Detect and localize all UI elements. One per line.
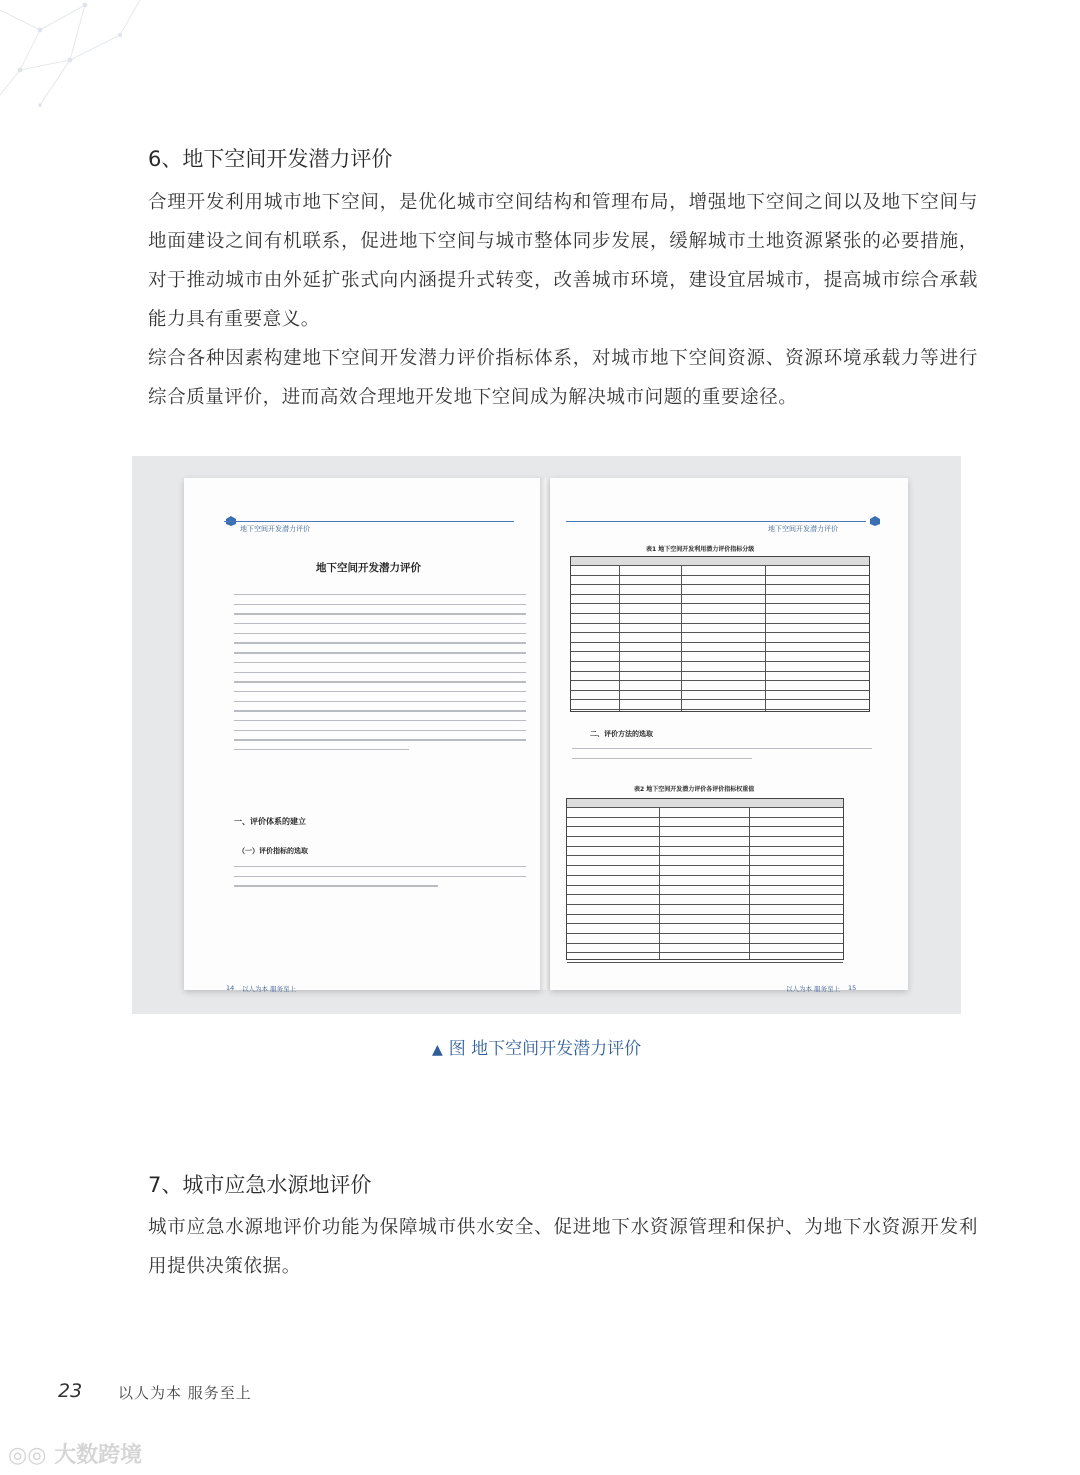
- book-left-page: [184, 478, 542, 993]
- right-page-body-text: [572, 748, 872, 767]
- section-6-title: 6、地下空间开发潜力评价: [148, 147, 393, 171]
- left-page-body-text-2: [234, 866, 526, 895]
- table-2-header-row: [567, 799, 843, 808]
- table-1-caption: 表1 地下空间开发利用潜力评价指标分级: [646, 546, 755, 553]
- right-page-slogan: 以人为本 服务至上: [786, 985, 841, 993]
- section-6-paragraph-1: 合理开发利用城市地下空间，是优化城市空间结构和管理布局，增强地下空间之间以及地下空间与地面建设之间有机联系，促进地下空间与城市整体同步发展，缓解城市土地资源紧张的必要措施，对于推动城市由外延扩张式向内涵提升式转变，改善城市环境，建设宜居城市，提高城市综合承载能力具有重要意义。: [148, 192, 978, 330]
- header-rule: [224, 521, 514, 522]
- watermark: [8, 1438, 142, 1469]
- page-number: 23: [58, 1380, 83, 1402]
- left-heading-1: 一、评价体系的建立: [234, 817, 306, 826]
- right-page-number: 15: [848, 984, 857, 992]
- section-7-paragraph-1: 城市应急水源地评价功能为保障城市供水安全、促进地下水资源管理和保护、为地下水资源开发利用提供决策依据。: [148, 1217, 978, 1277]
- header-rule: [566, 521, 866, 522]
- right-heading: 二、评价方法的选取: [590, 730, 653, 738]
- left-running-header: 地下空间开发潜力评价: [240, 525, 310, 533]
- table-2-caption: 表2 地下空间开发潜力评价各评价指标权重值: [634, 786, 755, 793]
- left-heading-2: （一）评价指标的选取: [238, 847, 308, 855]
- left-page-title: 地下空间开发潜力评价: [316, 562, 421, 574]
- book-right-page: [550, 478, 908, 993]
- section-6-paragraph-2: 综合各种因素构建地下空间开发潜力评价指标体系，对城市地下空间资源、资源环境承载力等进行综合质量评价，进而高效合理地开发地下空间成为解决城市问题的重要途径。: [148, 348, 978, 408]
- left-page-body-text: [234, 594, 526, 759]
- right-running-header: 地下空间开发潜力评价: [768, 525, 838, 533]
- left-page-slogan: 以人为本 服务至上: [242, 985, 297, 993]
- decorative-network-mesh: [0, 0, 150, 120]
- triangle-up-icon: ▲: [432, 1042, 443, 1058]
- watermark-logo-icon: ◎◎: [8, 1443, 47, 1468]
- footer-slogan: 以人为本 服务至上: [118, 1384, 252, 1402]
- left-page-number: 14: [226, 984, 235, 992]
- watermark-text: 大数跨境: [54, 1443, 143, 1468]
- table-1-header-row: [571, 557, 869, 566]
- figure-caption-text: 图 地下空间开发潜力评价: [448, 1039, 642, 1059]
- table-1: [570, 556, 870, 712]
- section-7-title: 7、城市应急水源地评价: [148, 1173, 372, 1197]
- table-2: [566, 798, 844, 960]
- institute-logo-icon: [870, 516, 880, 526]
- figure-caption: [432, 1034, 641, 1059]
- book-photo: [132, 456, 961, 1014]
